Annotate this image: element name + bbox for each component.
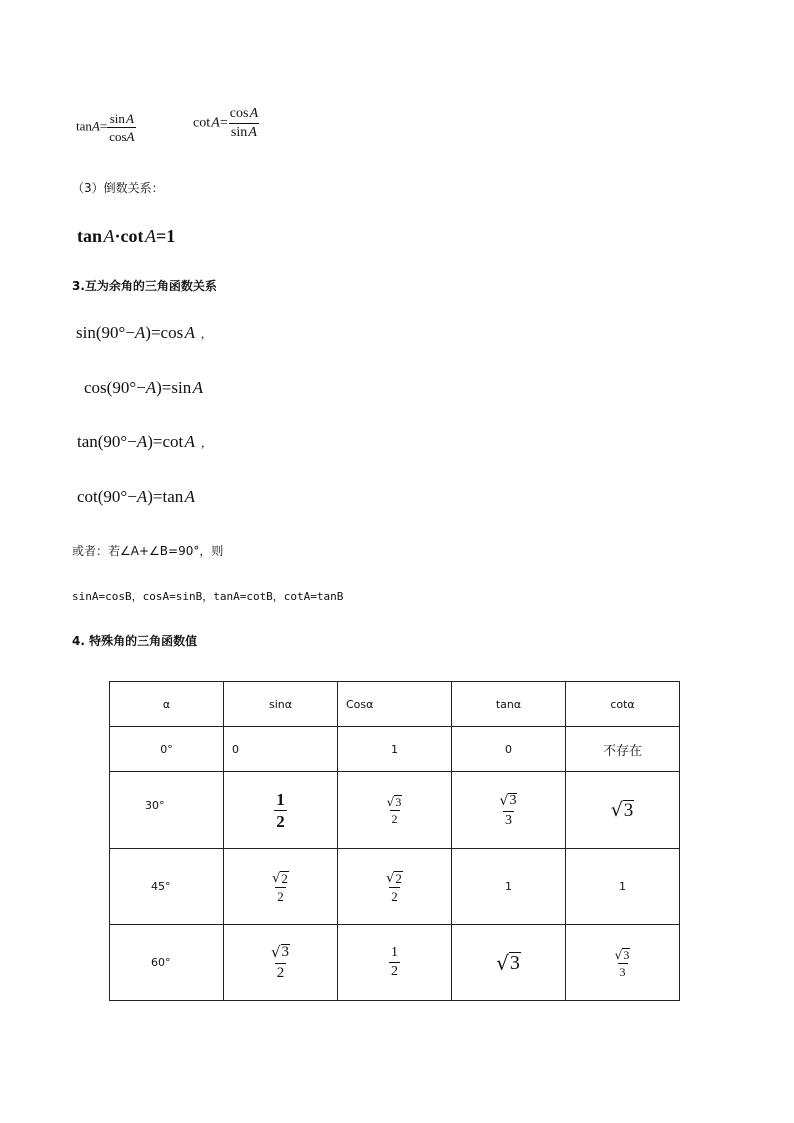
cot-60: [566, 925, 680, 1001]
formula-complement-tan: tan(90°−A)=cot A ,: [77, 432, 205, 451]
angle-45: 45°: [110, 849, 224, 925]
cot-numerator: cos A: [229, 106, 259, 121]
cot-fraction: [228, 107, 260, 140]
cot-0: 不存在: [566, 727, 680, 772]
cot-45: 1: [566, 849, 680, 925]
fraction-root2-over-2: √ 2 2: [386, 870, 402, 904]
angle-30: 30°: [110, 772, 224, 849]
identities-text: sinA=cosB，cosA=sinB，tanA=cotB，cotA=tanB: [72, 590, 344, 603]
tan-0: 0: [452, 727, 566, 772]
fraction-root2-over-2: √ 2 2: [272, 870, 288, 904]
angle-60: 60°: [110, 925, 224, 1001]
sqrt-3: √ 3: [496, 951, 520, 975]
tan-fraction: [107, 112, 136, 143]
tan-equals: =: [99, 118, 108, 134]
cot-30: [566, 772, 680, 849]
sin-0: 0: [224, 727, 338, 772]
reciprocal-var2: A: [145, 226, 157, 246]
angle-0: 0°: [110, 727, 224, 772]
sqrt-3: √ 3: [610, 799, 634, 821]
fraction-one-half: $\frac{1}{2}$: [276, 789, 285, 831]
reciprocal-fn2: cot: [120, 226, 144, 246]
reciprocal-var1: A: [103, 226, 115, 246]
formula-tan-definition: [76, 112, 136, 143]
cot-denominator: sin A: [230, 125, 257, 140]
tan-45: 1: [452, 849, 566, 925]
fraction-root3-over-3: √ 3 3: [614, 947, 630, 979]
fraction-one-half: $\frac{1}{2}$: [391, 945, 398, 979]
header-sin: sinα: [224, 682, 338, 727]
sin-30: [224, 772, 338, 849]
formula-complement-cos: cos(90°−A)=sin A: [84, 378, 204, 397]
tan-30: [452, 772, 566, 849]
tan-numerator: sin A: [109, 111, 134, 126]
table-row: [110, 772, 680, 849]
formula-cot-definition: [193, 107, 260, 140]
subsection-reciprocal-title: （3）倒数关系：: [72, 181, 164, 195]
fraction-root3-over-2: √ 3 2: [386, 795, 402, 826]
header-alpha: α: [110, 682, 224, 727]
reciprocal-fn1: tan: [77, 226, 103, 246]
tan-60: [452, 925, 566, 1001]
formula-complement-sin: sin(90°−A)=cos A ,: [76, 323, 205, 342]
cos-0: 1: [338, 727, 452, 772]
special-angle-table: [109, 681, 680, 1001]
or-condition-text: 或者：若∠A+∠B=90°，则: [72, 544, 224, 558]
header-cot: cotα: [566, 682, 680, 727]
fraction-root3-over-3: √ 3 3: [499, 792, 517, 828]
cot-label: cot: [193, 115, 211, 131]
table-row: [110, 727, 680, 772]
tan-label: tan: [76, 118, 92, 134]
sin-60: [224, 925, 338, 1001]
header-tan: tanα: [452, 682, 566, 727]
cos-60: [338, 925, 452, 1001]
header-cos: Cosα: [338, 682, 452, 727]
cot-equals: =: [219, 115, 228, 131]
section-3-heading: 3.互为余角的三角函数关系: [72, 279, 217, 293]
sin-45: [224, 849, 338, 925]
tan-var: A: [91, 118, 100, 134]
cot-var: A: [211, 115, 220, 131]
table-row: [110, 925, 680, 1001]
section-4-heading: 4. 特殊角的三角函数值: [72, 634, 198, 648]
fraction-root3-over-2: √ 3 2: [270, 943, 290, 981]
table-header-row: [110, 682, 680, 727]
reciprocal-rhs: =1: [156, 226, 176, 246]
table-row: [110, 849, 680, 925]
tan-denominator: cosA: [109, 129, 135, 144]
cos-45: [338, 849, 452, 925]
cos-30: [338, 772, 452, 849]
formula-reciprocal: [77, 226, 175, 247]
formula-complement-cot: cot(90°−A)=tan A: [77, 487, 196, 506]
reciprocal-dot: ·: [114, 226, 121, 246]
